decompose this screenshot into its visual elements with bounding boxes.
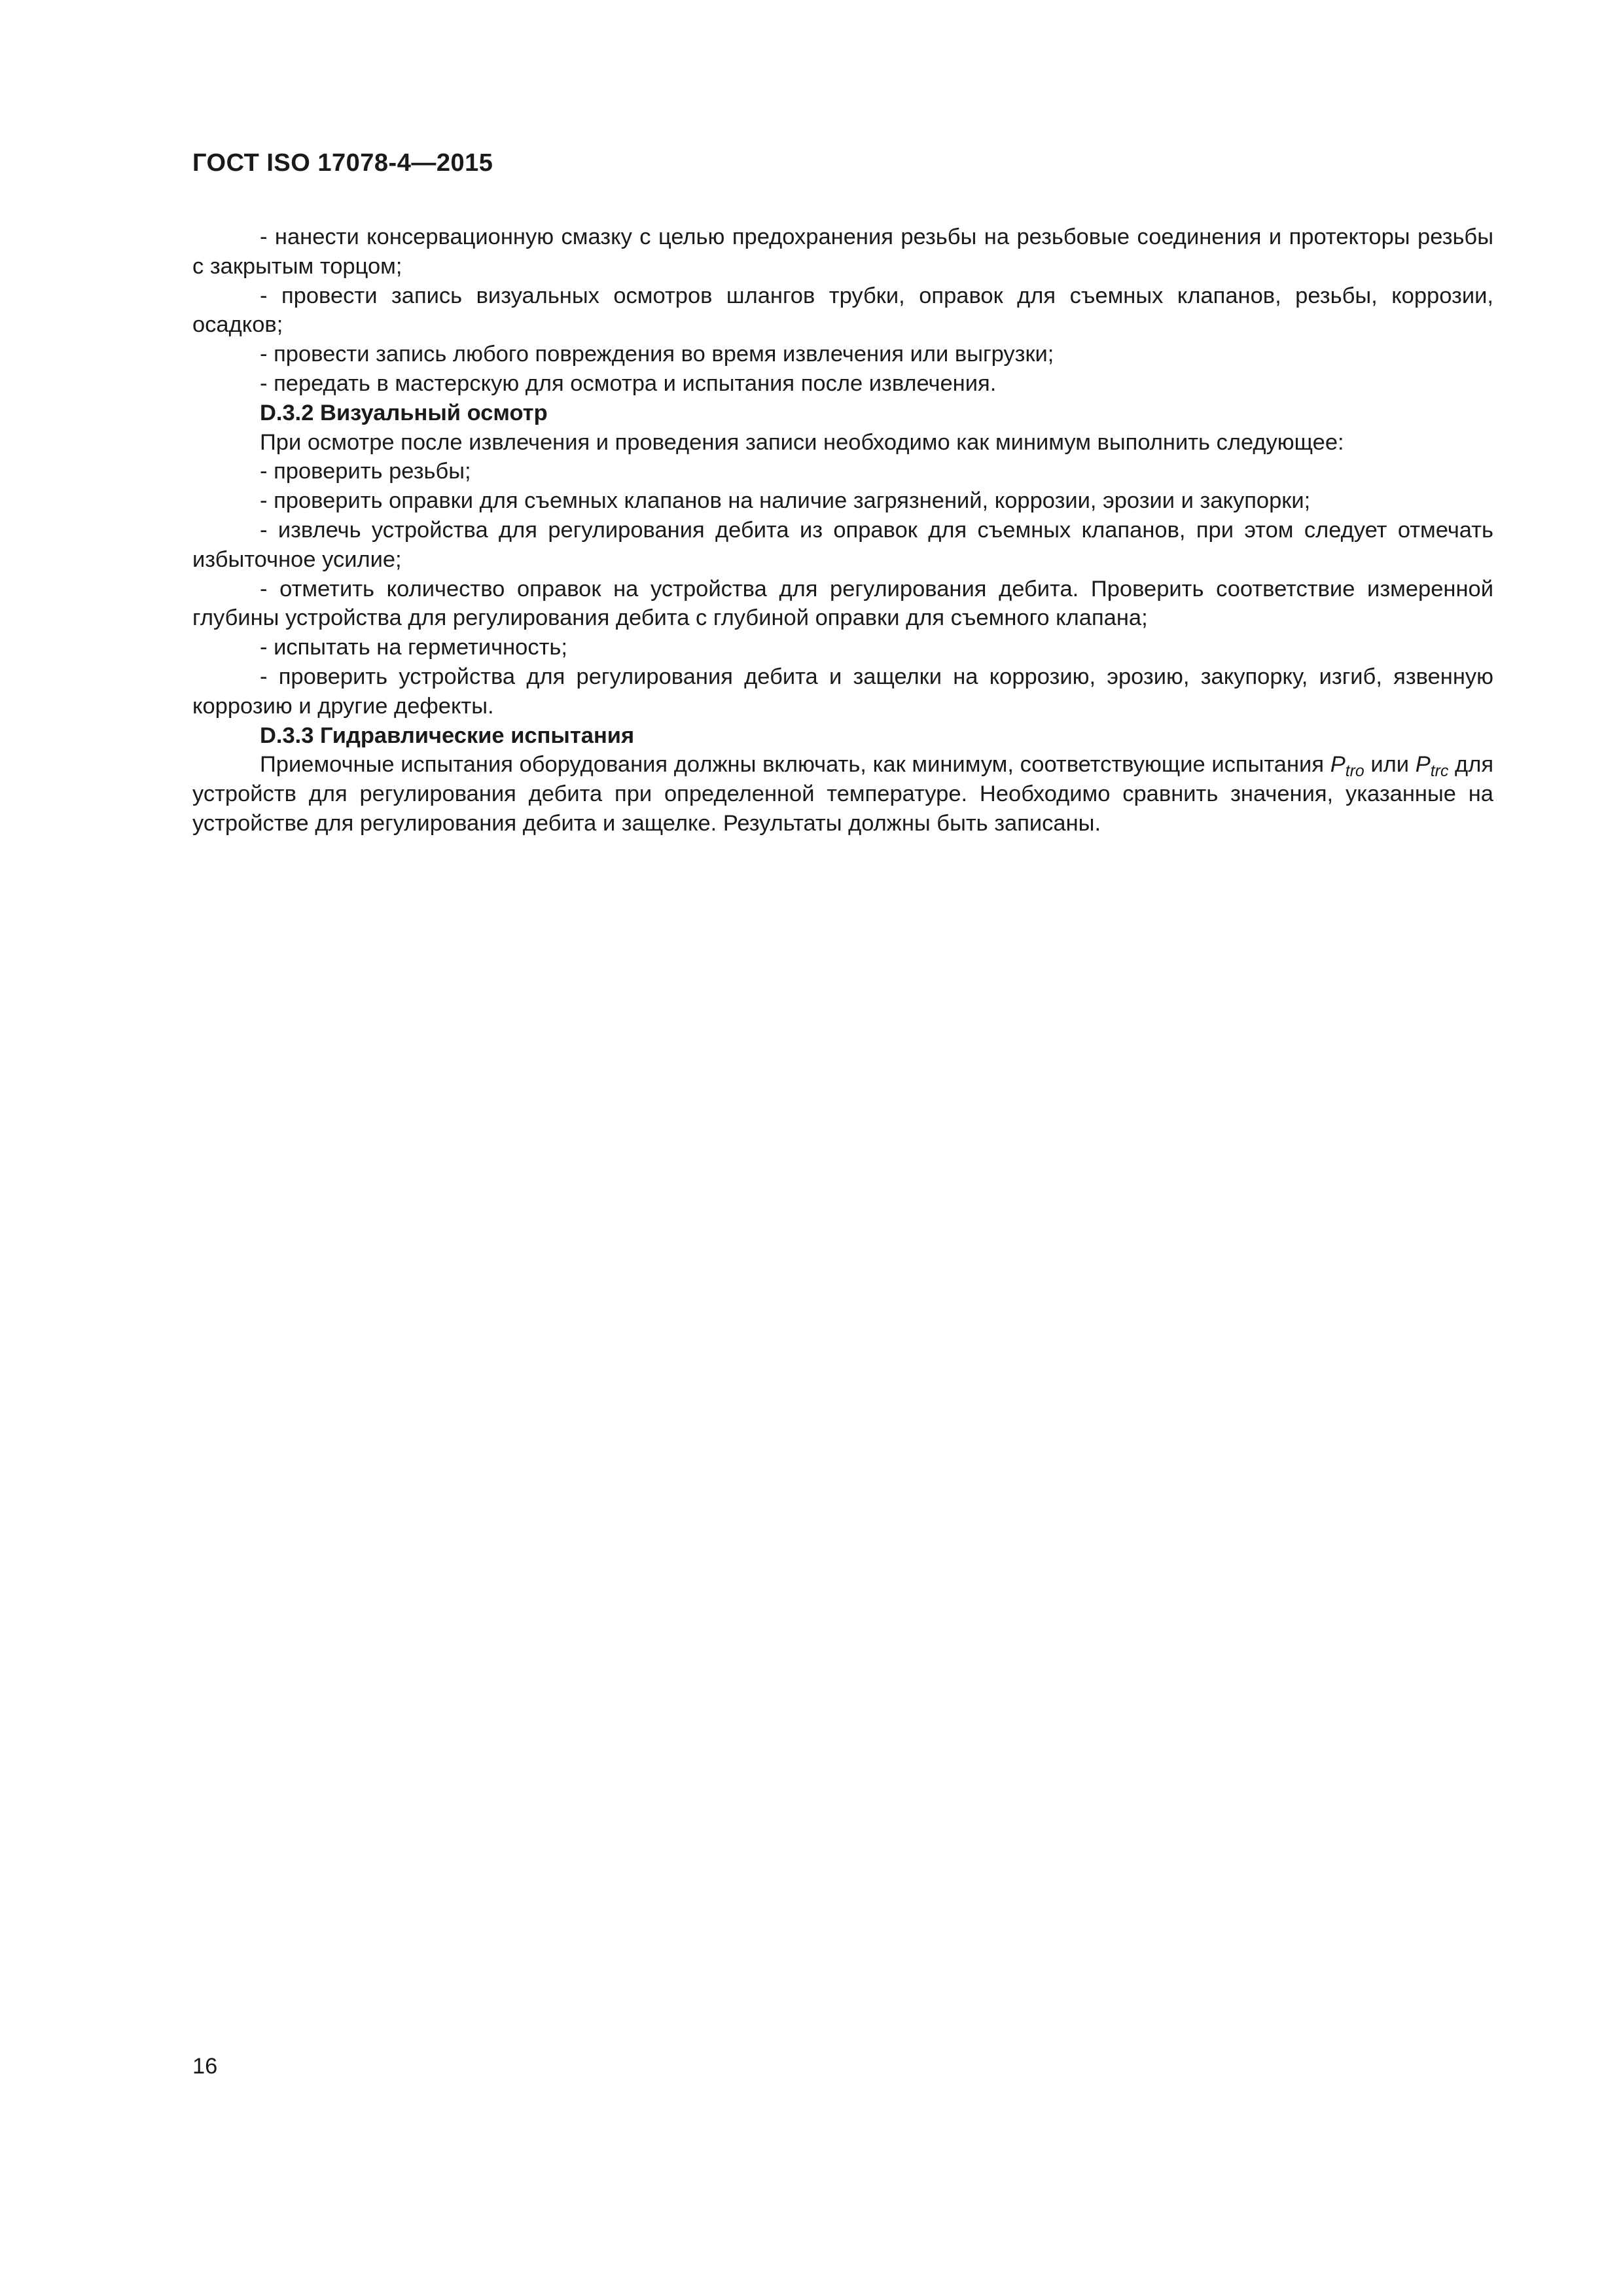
- list-item: - проверить резьбы;: [260, 459, 471, 484]
- list-item: - извлечь устройства для регулирования дебита из оправок для съемных клапанов, при этом следует отмечать избыточное усилие;: [192, 517, 1493, 572]
- symbol-p-trc: [1415, 752, 1449, 781]
- symbol-p-tro: [1330, 752, 1364, 781]
- document-header: ГОСТ ISO 17078-4—2015: [192, 149, 493, 177]
- section-heading-d32: D.3.2 Визуальный осмотр: [260, 400, 548, 425]
- list-item: - проверить оправки для съемных клапанов на наличие загрязнений, коррозии, эрозии и закупорки;: [260, 488, 1311, 514]
- symbol-base: P: [1415, 752, 1431, 778]
- symbol-subscript: trc: [1430, 762, 1449, 781]
- list-item: - проверить устройства для регулирования дебита и защелки на коррозию, эрозию, закупорку, изгиб, язвенную коррозию и другие дефекты.: [192, 664, 1493, 719]
- section-heading-d33: D.3.3 Гидравлические испытания: [260, 723, 635, 748]
- paragraph-text: или: [1364, 752, 1416, 778]
- symbol-subscript: tro: [1345, 762, 1364, 781]
- symbol-base: P: [1330, 752, 1346, 778]
- list-item: - испытать на герметичность;: [260, 635, 567, 660]
- page-number: 16: [192, 2054, 218, 2079]
- section-lead: При осмотре после извлечения и проведения записи необходимо как минимум выполнить следующее:: [260, 429, 1344, 455]
- list-item: - провести запись визуальных осмотров шлангов трубки, оправок для съемных клапанов, резьбы, коррозии, осадков;: [192, 283, 1493, 338]
- list-item: - передать в мастерскую для осмотра и испытания после извлечения.: [260, 370, 997, 396]
- document-body: [192, 223, 1493, 838]
- list-item: - провести запись любого повреждения во время извлечения или выгрузки;: [260, 342, 1054, 367]
- list-item: - нанести консервационную смазку с целью предохранения резьбы на резьбовые соединения и протекторы резьбы с закрытым торцом;: [192, 224, 1493, 279]
- section-paragraph: [192, 750, 1493, 838]
- paragraph-text: Приемочные испытания оборудования должны включать, как минимум, соответствующие испытания: [260, 752, 1330, 778]
- paragraph-text: для устройств для регулирования дебита при определенной температуре. Необходимо сравнить значения, указанные на устройстве для регулирования дебита и защелке. Результаты должны быть записаны.: [192, 752, 1494, 836]
- list-item: - отметить количество оправок на устройства для регулирования дебита. Проверить соответствие измеренной глубины устройства для регулирования дебита с глубиной оправки для съемного клапана;: [192, 576, 1493, 631]
